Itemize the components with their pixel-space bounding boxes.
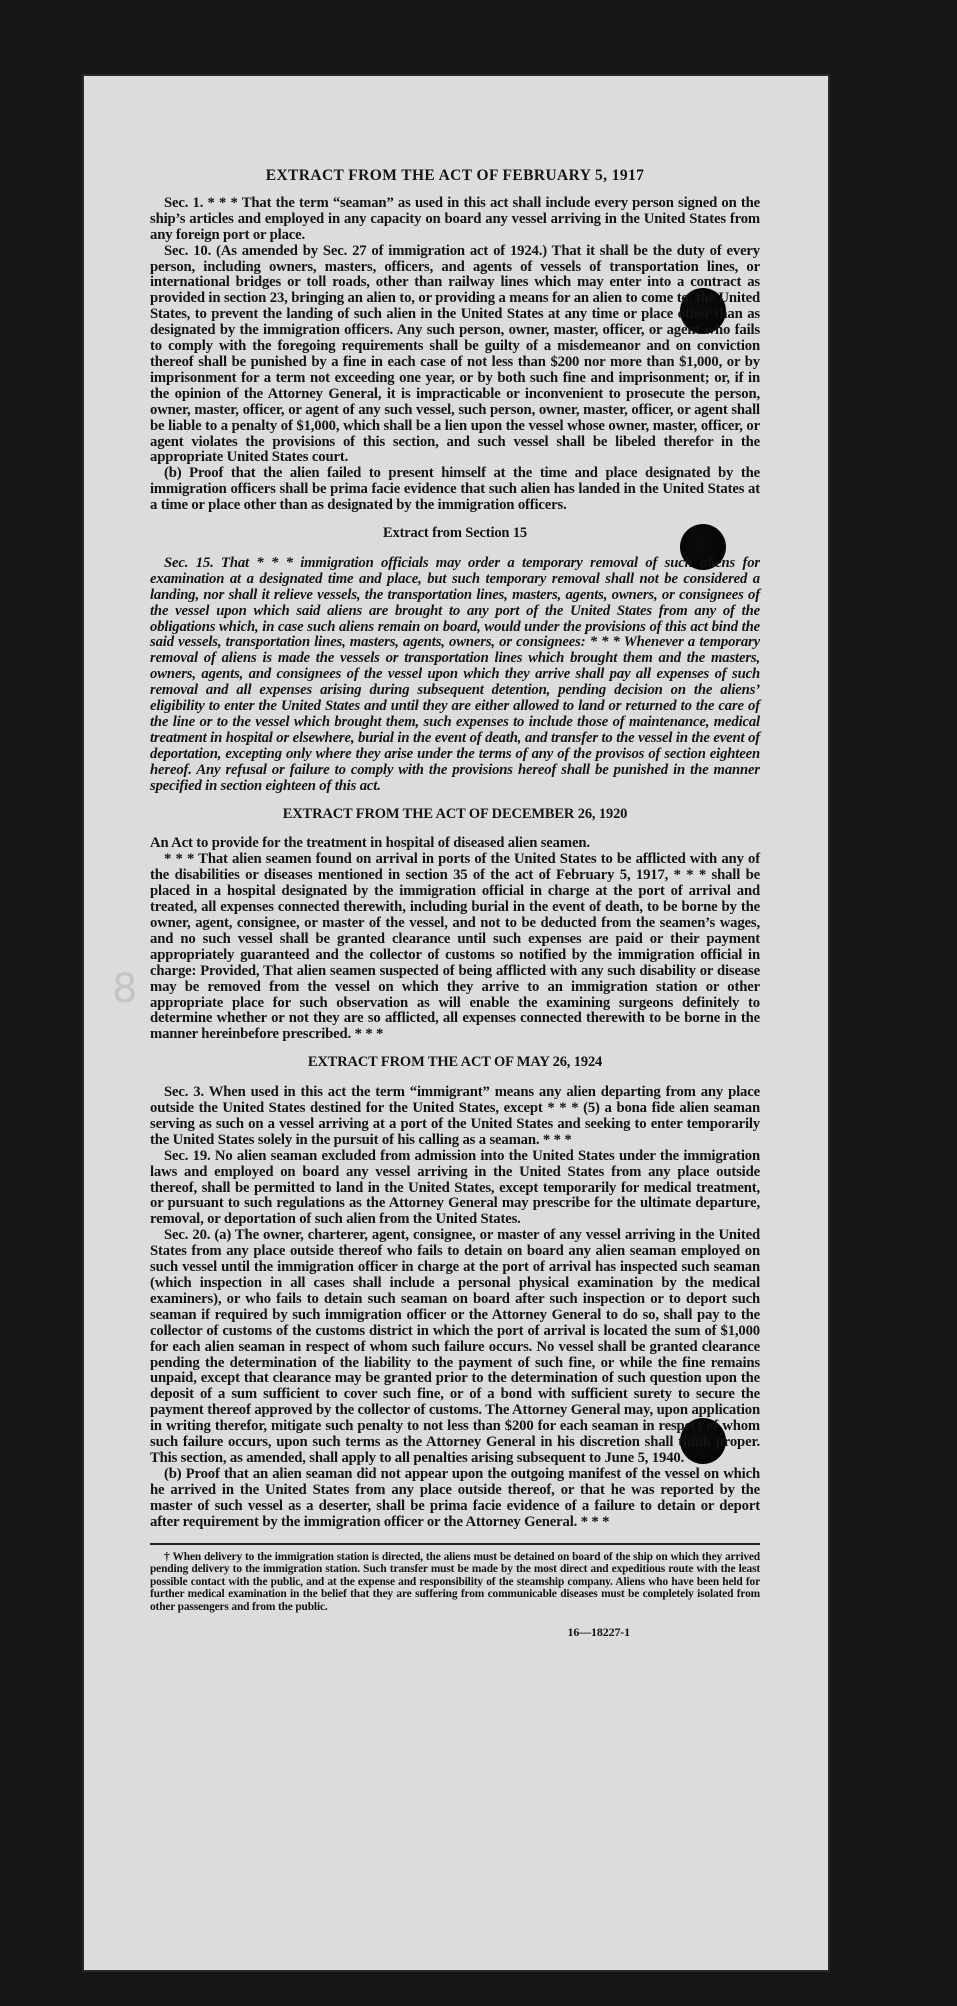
footnote: † When delivery to the immigration station is directed, the aliens must be detained on board of the ship on which they arrived pending delivery to the immigration station. Such transfer must be made by the most direct and expeditious route with the least possible contact with the public, and at the expense and responsibility of the steamship company. Aliens who have been held for further medical examination in the belief that they are suffering from communicable diseases must be completely isolated from other passengers and from the public. (150, 1550, 760, 1613)
form-number: 16—18227-1 (567, 1625, 630, 1640)
heading-act-may-1924: EXTRACT FROM THE ACT OF MAY 26, 1924 (307, 1054, 603, 1071)
paragraph-sec-19: Sec. 19. No alien seaman excluded from admission into the United States under the immigration laws and employed on board any vessel arriving in the United States from any place outside thereof, shall be permitted to land in the United States, except temporarily for medical treatment, or pursuant to such regulations as the Attorney General may prescribe for the ultimate departure, removal, or deportation of such alien from the United States. (150, 1147, 760, 1228)
heading-extract-section-15: Extract from Section 15 (382, 525, 528, 542)
document-page (84, 76, 828, 1970)
paragraph-sec-10-b: (b) Proof that the alien failed to present himself at the time and place designated by the immigration officers shall be prima facie evidence that such alien has landed in the United States at a time or place other than as designated by the immigration officers. (150, 465, 760, 514)
document-content (150, 168, 760, 1641)
paragraph-sec-10: Sec. 10. (As amended by Sec. 27 of immigration act of 1924.) That it shall be the duty of every person, including owners, masters, officers, and agents of vessels of transportation lines, or international bridges or toll roads, other than railway lines which may enter into a contract as provided in section 23, bringing an alien to, or providing a means for an alien to come to, the United States, to prevent the landing of such alien in the United States at any time or place other than as designated by the immigration officers. Any such person, owner, master, officer, or agent who fails to comply with the foregoing requirements shall be guilty of a misdemeanor and on conviction thereof shall be punished by a fine in each case of not less than $200 nor more than $1,000, or by imprisonment for a term not exceeding one year, or by both such fine and imprisonment; or, if in the opinion of the Attorney General, it is impracticable or inconvenient to prosecute the person, owner, master, officer, or agent of any such vessel, such person, owner, master, officer, or agent shall be liable to a penalty of $1,000, which shall be a lien upon the vessel whose owner, master, officer, or agent violates the provisions of this section, and such vessel shall be libeled therefor in the appropriate United States court. (150, 242, 760, 466)
paragraph-sec-1: Sec. 1. * * * That the term “seaman” as used in this act shall include every person signed on the ship’s articles and employed in any capacity on board any vessel arriving in the United States from any foreign port or place. (150, 194, 760, 243)
heading-act-feb-1917: EXTRACT FROM THE ACT OF FEBRUARY 5, 1917 (265, 167, 645, 184)
heading-act-dec-1920: EXTRACT FROM THE ACT OF DECEMBER 26, 1920 (282, 805, 628, 822)
paragraph-sec-20-b: (b) Proof that an alien seaman did not appear upon the outgoing manifest of the vessel on which he arrived in the United States from any place outside thereof, or that he was reported by the master of such vessel as a deserter, shall be prima facie evidence of a failure to detain or deport after requirement by the immigration officer or the Attorney General. * * * (150, 1465, 760, 1530)
paragraph-sec-20-a: Sec. 20. (a) The owner, charterer, agent, consignee, or master of any vessel arriving in the United States from any place outside thereof who fails to detain on board any alien seaman employed on such vessel until the immigration officer in charge at the port of arrival has inspected such seaman (which inspection in all cases shall include a personal physical examination by the medical examiners), or who fails to detain such seaman on board after such inspection or to deport such seaman if required by such immigration officer or the Attorney General to do so, shall pay to the collector of customs of the customs district in which the port of arrival is located the sum of $1,000 for each alien seaman in respect of whom such failure occurs. No vessel shall be granted clearance pending the determination of the liability to the payment of such fine, or while the fine remains unpaid, except that clearance may be granted prior to the determination of such question upon the deposit of a sum sufficient to cover such fine, or of a bond with sufficient surety to secure the payment thereof approved by the collector of customs. The Attorney General may, upon application in writing therefor, mitigate such penalty to not less than $200 for each seaman in respect of whom such failure occurs, upon such terms as the Attorney General in his discretion shall think proper. This section, as amended, shall apply to all penalties arising subsequent to June 5, 1940. (150, 1227, 760, 1466)
footnote-divider (150, 1543, 760, 1545)
paragraph-act-title-1920: An Act to provide for the treatment in hospital of diseased alien seamen. (150, 835, 590, 852)
paragraph-sec-15: Sec. 15. That * * * immigration officials may order a temporary removal of such aliens for examination at a designated time and place, but such temporary removal shall not be considered a landing, nor shall it relieve vessels, the transportation lines, masters, agents, owners, or consignees of the vessel upon which said aliens are brought to any port of the United States from any of the obligations which, in case such aliens remain on board, would under the provisions of this act bind the said vessels, transportation lines, masters, agents, owners, or consignees: * * * Whenever a temporary removal of aliens is made the vessels or transportation lines which brought them and the masters, owners, agents, and consignees of the vessel upon which they arrive shall pay all expenses of such removal and all expenses arising during subsequent detention, pending decision on the aliens’ eligibility to enter the United States and until they are either allowed to land or returned to the care of the line or to the vessel which brought them, such expenses to include those of maintenance, medical treatment in hospital or elsewhere, burial in the event of death, and transfer to the vessel in the event of deportation, excepting only where they arise under the terms of any of the provisos of section eighteen hereof. Any refusal or failure to comply with the provisions hereof shall be punished in the manner specified in section eighteen of this act. (150, 554, 760, 794)
faded-handwriting-mark: 8 (112, 966, 138, 1012)
paragraph-alien-seamen-hospital: * * * That alien seamen found on arrival in ports of the United States to be afflicted with any of the disabilities or diseases mentioned in section 35 of the act of February 5, 1917, * * * shall be placed in a hospital designated by the immigration official in charge at the port of arrival and treated, all expenses connected therewith, including burial in the event of death, to be borne by the owner, agent, consignee, or master of the vessel, and not to be deducted from the seamen’s wages, and no such vessel shall be granted clearance until such expenses are paid or their payment appropriately guaranteed and the collector of customs so notified by the immigration official in charge: Provided, That alien seamen suspected of being afflicted with any such disability or disease may be removed from the vessel on which they arrive to an immigration station or other appropriate place for such observation as will enable the examining surgeons definitely to determine whether or not they are so afflicted, all expenses connected therewith to be borne in the manner hereinbefore prescribed. * * * (150, 851, 760, 1043)
paragraph-sec-3: Sec. 3. When used in this act the term “immigrant” means any alien departing from any place outside the United States destined for the United States, except * * * (5) a bona fide alien seaman serving as such on a vessel arriving at a port of the United States and seeking to enter temporarily the United States solely in the pursuit of his calling as a seaman. * * * (150, 1084, 760, 1148)
